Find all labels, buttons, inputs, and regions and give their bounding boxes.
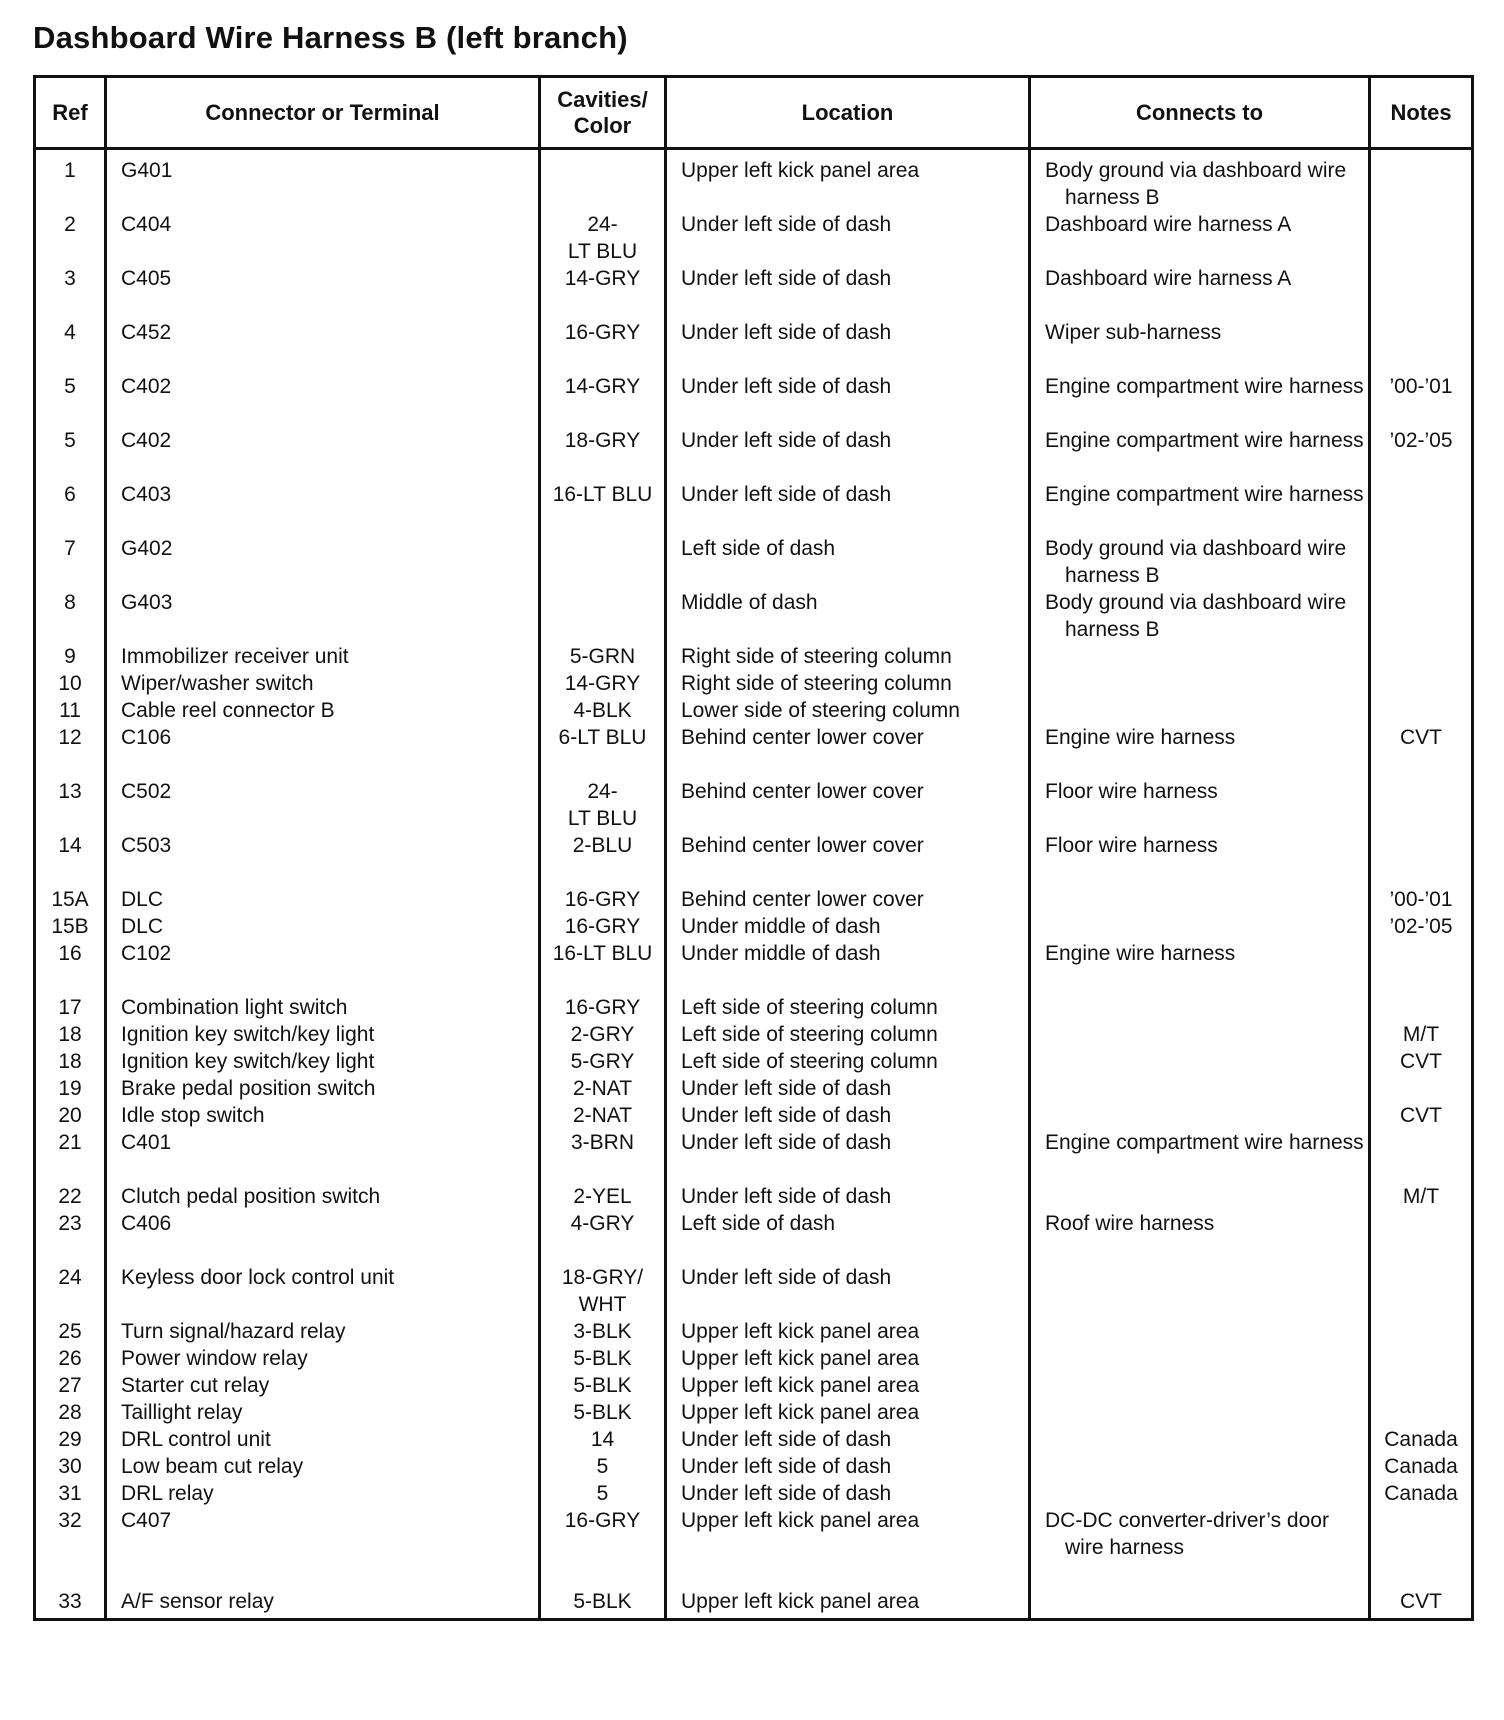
cell-location: Right side of steering column — [666, 643, 1030, 670]
cell-location: Left side of steering column — [666, 1021, 1030, 1048]
cell-connector: DRL control unit — [106, 1426, 540, 1453]
cell-location: Upper left kick panel area — [666, 1588, 1030, 1620]
cell-connects-to — [1030, 1075, 1370, 1102]
cell-connects-to — [1030, 724, 1370, 778]
cell-connects-to — [1030, 265, 1370, 319]
cell-location: Under left side of dash — [666, 1426, 1030, 1453]
cell-ref: 5 — [35, 373, 106, 427]
cell-cavities-color: 5-BLK — [540, 1588, 666, 1620]
cell-cavities-color: 4-BLK — [540, 697, 666, 724]
table-row — [35, 589, 1473, 643]
cell-location: Under left side of dash — [666, 1102, 1030, 1129]
cell-location: Under left side of dash — [666, 211, 1030, 265]
cell-connects-to — [1030, 1021, 1370, 1048]
cell-connector: C405 — [106, 265, 540, 319]
connects-to-text: Dashboard wire harness A — [1045, 267, 1292, 290]
cell-ref: 8 — [35, 589, 106, 643]
cell-ref: 3 — [35, 265, 106, 319]
table-row — [35, 697, 1473, 724]
cell-connector: Combination light switch — [106, 994, 540, 1021]
cell-connects-to — [1030, 697, 1370, 724]
connects-to-text: Engine compartment wire harness — [1045, 1131, 1364, 1154]
cell-cavities-color: 5-BLK — [540, 1372, 666, 1399]
cell-notes — [1370, 832, 1473, 886]
cell-connector: A/F sensor relay — [106, 1588, 540, 1620]
cell-location: Upper left kick panel area — [666, 1507, 1030, 1588]
connects-to-text: Body ground via dashboard wire harness B — [1045, 159, 1347, 209]
cell-notes: Canada — [1370, 1426, 1473, 1453]
cell-connects-to — [1030, 670, 1370, 697]
cell-cavities-color: 2-NAT — [540, 1075, 666, 1102]
connects-to-text: Floor wire harness — [1045, 834, 1218, 857]
table-row — [35, 1507, 1473, 1588]
connects-to-text: Engine compartment wire harness — [1045, 429, 1364, 452]
cell-location: Under left side of dash — [666, 1183, 1030, 1210]
cell-cavities-color: 5-GRN — [540, 643, 666, 670]
cell-ref: 11 — [35, 697, 106, 724]
cell-location: Under left side of dash — [666, 427, 1030, 481]
cell-cavities-color: 2-NAT — [540, 1102, 666, 1129]
cell-connector: G401 — [106, 149, 540, 212]
cell-connects-to — [1030, 1345, 1370, 1372]
cell-ref: 18 — [35, 1021, 106, 1048]
table-row — [35, 1183, 1473, 1210]
cell-ref: 33 — [35, 1588, 106, 1620]
cell-connector: Idle stop switch — [106, 1102, 540, 1129]
cell-ref: 21 — [35, 1129, 106, 1183]
connects-to-text: Engine compartment wire harness — [1045, 483, 1364, 506]
cell-location: Left side of steering column — [666, 1048, 1030, 1075]
connects-to-text: Engine wire harness — [1045, 942, 1236, 965]
table-row — [35, 319, 1473, 373]
cell-connector: C403 — [106, 481, 540, 535]
cell-connector: C102 — [106, 940, 540, 994]
table-row — [35, 1480, 1473, 1507]
cell-ref: 19 — [35, 1075, 106, 1102]
table-row — [35, 1021, 1473, 1048]
cell-cavities-color — [540, 149, 666, 212]
cell-connects-to — [1030, 1048, 1370, 1075]
header-cavities-color — [540, 77, 666, 149]
cell-ref: 4 — [35, 319, 106, 373]
cell-connector: Brake pedal position switch — [106, 1075, 540, 1102]
cell-ref: 25 — [35, 1318, 106, 1345]
cell-location: Lower side of steering column — [666, 697, 1030, 724]
cell-connects-to — [1030, 481, 1370, 535]
cell-cavities-color: 14-GRY — [540, 373, 666, 427]
cell-connector: C452 — [106, 319, 540, 373]
table-row — [35, 913, 1473, 940]
cell-notes — [1370, 1399, 1473, 1426]
cell-connector: C503 — [106, 832, 540, 886]
header-row — [35, 77, 1473, 149]
cell-cavities-color: 24- LT BLU — [540, 778, 666, 832]
cell-connector: C407 — [106, 1507, 540, 1588]
cell-cavities-color: 5 — [540, 1453, 666, 1480]
cell-ref: 13 — [35, 778, 106, 832]
cell-notes — [1370, 1318, 1473, 1345]
cell-cavities-color: 14 — [540, 1426, 666, 1453]
cell-ref: 26 — [35, 1345, 106, 1372]
cell-connects-to — [1030, 589, 1370, 643]
table-row — [35, 265, 1473, 319]
cell-ref: 31 — [35, 1480, 106, 1507]
cell-connects-to — [1030, 1507, 1370, 1588]
cell-connects-to — [1030, 913, 1370, 940]
cell-ref: 12 — [35, 724, 106, 778]
table-row — [35, 1399, 1473, 1426]
cell-connects-to — [1030, 1426, 1370, 1453]
cell-connects-to — [1030, 1372, 1370, 1399]
cell-cavities-color — [540, 589, 666, 643]
cell-cavities-color: 5-BLK — [540, 1345, 666, 1372]
cell-ref: 18 — [35, 1048, 106, 1075]
cell-ref: 7 — [35, 535, 106, 589]
cell-notes — [1370, 1507, 1473, 1588]
cell-ref: 17 — [35, 994, 106, 1021]
cell-connector: C402 — [106, 373, 540, 427]
cell-notes — [1370, 778, 1473, 832]
cell-notes: ’02-’05 — [1370, 913, 1473, 940]
table-row — [35, 1345, 1473, 1372]
cell-location: Upper left kick panel area — [666, 1372, 1030, 1399]
cell-ref: 16 — [35, 940, 106, 994]
header-location: Location — [666, 77, 1030, 149]
table-row — [35, 211, 1473, 265]
cell-connects-to — [1030, 1210, 1370, 1264]
connects-to-text: Dashboard wire harness A — [1045, 213, 1292, 236]
table-row — [35, 724, 1473, 778]
cell-location: Left side of dash — [666, 1210, 1030, 1264]
cell-ref: 20 — [35, 1102, 106, 1129]
cell-cavities-color: 16-GRY — [540, 319, 666, 373]
cell-location: Under left side of dash — [666, 1129, 1030, 1183]
table-row — [35, 481, 1473, 535]
cell-connector: Low beam cut relay — [106, 1453, 540, 1480]
cell-cavities-color: 2-BLU — [540, 832, 666, 886]
table-row — [35, 670, 1473, 697]
cell-cavities-color: 5-GRY — [540, 1048, 666, 1075]
cell-connects-to — [1030, 1264, 1370, 1318]
cell-connects-to — [1030, 1102, 1370, 1129]
connects-to-text: Engine wire harness — [1045, 726, 1236, 749]
cell-connects-to — [1030, 427, 1370, 481]
connects-to-text: Roof wire harness — [1045, 1212, 1215, 1235]
cell-cavities-color — [540, 535, 666, 589]
cell-connector: C404 — [106, 211, 540, 265]
cell-connector: G402 — [106, 535, 540, 589]
cell-location: Behind center lower cover — [666, 778, 1030, 832]
cell-connects-to — [1030, 940, 1370, 994]
cell-cavities-color: 14-GRY — [540, 265, 666, 319]
cell-location: Under left side of dash — [666, 1264, 1030, 1318]
cell-ref: 29 — [35, 1426, 106, 1453]
cell-cavities-color: 18-GRY — [540, 427, 666, 481]
cell-connector: C406 — [106, 1210, 540, 1264]
cell-ref: 30 — [35, 1453, 106, 1480]
cell-connector: Wiper/washer switch — [106, 670, 540, 697]
cell-connects-to — [1030, 1453, 1370, 1480]
cell-ref: 22 — [35, 1183, 106, 1210]
cell-ref: 32 — [35, 1507, 106, 1588]
cell-location: Under left side of dash — [666, 1075, 1030, 1102]
cell-location: Behind center lower cover — [666, 832, 1030, 886]
connects-to-text: DC-DC converter-driver’s door wire harness — [1045, 1509, 1329, 1559]
cell-connector: Cable reel connector B — [106, 697, 540, 724]
table-row — [35, 1426, 1473, 1453]
cell-ref: 15A — [35, 886, 106, 913]
connects-to-text: Engine compartment wire harness — [1045, 375, 1364, 398]
cell-location: Under left side of dash — [666, 1480, 1030, 1507]
cell-ref: 23 — [35, 1210, 106, 1264]
connects-to-text: Body ground via dashboard wire harness B — [1045, 591, 1347, 641]
cell-ref: 2 — [35, 211, 106, 265]
cell-notes: Canada — [1370, 1480, 1473, 1507]
cell-notes — [1370, 1345, 1473, 1372]
connects-to-text: Body ground via dashboard wire harness B — [1045, 537, 1347, 587]
cell-connector: C502 — [106, 778, 540, 832]
cell-connects-to — [1030, 1318, 1370, 1345]
cell-ref: 6 — [35, 481, 106, 535]
table-row — [35, 994, 1473, 1021]
cell-location: Under left side of dash — [666, 265, 1030, 319]
cell-notes — [1370, 149, 1473, 212]
cell-connector: Ignition key switch/key light — [106, 1048, 540, 1075]
cell-location: Under left side of dash — [666, 1453, 1030, 1480]
cell-notes — [1370, 940, 1473, 994]
cell-ref: 10 — [35, 670, 106, 697]
cell-notes: ’02-’05 — [1370, 427, 1473, 481]
table-row — [35, 535, 1473, 589]
cell-cavities-color: 18-GRY/ WHT — [540, 1264, 666, 1318]
header-ref: Ref — [35, 77, 106, 149]
cell-notes — [1370, 1075, 1473, 1102]
cell-cavities-color: 5-BLK — [540, 1399, 666, 1426]
cell-location: Behind center lower cover — [666, 886, 1030, 913]
cell-notes: M/T — [1370, 1183, 1473, 1210]
cell-connects-to — [1030, 1480, 1370, 1507]
cell-notes — [1370, 1264, 1473, 1318]
cell-location: Upper left kick panel area — [666, 1399, 1030, 1426]
cell-notes — [1370, 1129, 1473, 1183]
cell-location: Upper left kick panel area — [666, 1345, 1030, 1372]
cell-location: Under left side of dash — [666, 373, 1030, 427]
cell-location: Middle of dash — [666, 589, 1030, 643]
table-row — [35, 778, 1473, 832]
cell-connects-to — [1030, 373, 1370, 427]
cell-connector: C106 — [106, 724, 540, 778]
cell-notes — [1370, 670, 1473, 697]
cell-connects-to — [1030, 1588, 1370, 1620]
cell-connector: C402 — [106, 427, 540, 481]
cell-connector: DLC — [106, 886, 540, 913]
table-row — [35, 832, 1473, 886]
cell-connects-to — [1030, 1399, 1370, 1426]
cell-cavities-color: 3-BRN — [540, 1129, 666, 1183]
table-body — [35, 149, 1473, 1620]
cell-notes — [1370, 697, 1473, 724]
table-row — [35, 1129, 1473, 1183]
cell-connects-to — [1030, 1183, 1370, 1210]
cell-notes — [1370, 994, 1473, 1021]
cell-cavities-color: 2-GRY — [540, 1021, 666, 1048]
cell-connects-to — [1030, 1129, 1370, 1183]
cell-notes: CVT — [1370, 1588, 1473, 1620]
cell-connector: Immobilizer receiver unit — [106, 643, 540, 670]
cell-notes — [1370, 589, 1473, 643]
cell-connector: DLC — [106, 913, 540, 940]
table-header — [35, 77, 1473, 149]
cell-notes — [1370, 265, 1473, 319]
cell-cavities-color: 16-GRY — [540, 886, 666, 913]
cell-connects-to — [1030, 886, 1370, 913]
cell-location: Under left side of dash — [666, 481, 1030, 535]
cell-notes — [1370, 1372, 1473, 1399]
cell-notes — [1370, 481, 1473, 535]
cell-ref: 5 — [35, 427, 106, 481]
connects-to-text: Wiper sub-harness — [1045, 321, 1222, 344]
table-row — [35, 1588, 1473, 1620]
cell-connects-to — [1030, 319, 1370, 373]
cell-ref: 9 — [35, 643, 106, 670]
cell-notes: CVT — [1370, 724, 1473, 778]
table-row — [35, 1264, 1473, 1318]
cell-notes: ’00-’01 — [1370, 886, 1473, 913]
harness-table — [33, 75, 1474, 1621]
cell-ref: 28 — [35, 1399, 106, 1426]
cell-connector: Power window relay — [106, 1345, 540, 1372]
cell-notes: M/T — [1370, 1021, 1473, 1048]
cell-location: Under middle of dash — [666, 940, 1030, 994]
cell-ref: 24 — [35, 1264, 106, 1318]
cell-notes: CVT — [1370, 1048, 1473, 1075]
table-row — [35, 427, 1473, 481]
cell-connector: Keyless door lock control unit — [106, 1264, 540, 1318]
cell-cavities-color: 5 — [540, 1480, 666, 1507]
table-row — [35, 1453, 1473, 1480]
cell-cavities-color: 2-YEL — [540, 1183, 666, 1210]
cell-location: Under middle of dash — [666, 913, 1030, 940]
cell-location: Right side of steering column — [666, 670, 1030, 697]
cell-connector: Clutch pedal position switch — [106, 1183, 540, 1210]
header-connector: Connector or Terminal — [106, 77, 540, 149]
table-row — [35, 149, 1473, 212]
cell-notes — [1370, 1210, 1473, 1264]
cell-cavities-color: 4-GRY — [540, 1210, 666, 1264]
header-cavities-line2: Color — [573, 112, 632, 138]
table-row — [35, 1372, 1473, 1399]
cell-connects-to — [1030, 994, 1370, 1021]
cell-location: Left side of steering column — [666, 994, 1030, 1021]
cell-location: Left side of dash — [666, 535, 1030, 589]
cell-location: Under left side of dash — [666, 319, 1030, 373]
cell-location: Upper left kick panel area — [666, 149, 1030, 212]
table-row — [35, 1102, 1473, 1129]
cell-cavities-color: 16-GRY — [540, 913, 666, 940]
cell-connector: Turn signal/hazard relay — [106, 1318, 540, 1345]
cell-notes: Canada — [1370, 1453, 1473, 1480]
cell-connects-to — [1030, 832, 1370, 886]
cell-connector: Starter cut relay — [106, 1372, 540, 1399]
table-row — [35, 940, 1473, 994]
table-row — [35, 1318, 1473, 1345]
table-row — [35, 1210, 1473, 1264]
cell-ref: 27 — [35, 1372, 106, 1399]
table-row — [35, 643, 1473, 670]
cell-cavities-color: 16-LT BLU — [540, 940, 666, 994]
header-notes: Notes — [1370, 77, 1473, 149]
connects-to-text: Floor wire harness — [1045, 780, 1218, 803]
cell-ref: 15B — [35, 913, 106, 940]
cell-connects-to — [1030, 643, 1370, 670]
cell-cavities-color: 24- LT BLU — [540, 211, 666, 265]
cell-cavities-color: 14-GRY — [540, 670, 666, 697]
cell-connects-to — [1030, 149, 1370, 212]
cell-connects-to — [1030, 211, 1370, 265]
cell-notes — [1370, 643, 1473, 670]
cell-connector: DRL relay — [106, 1480, 540, 1507]
page-title: Dashboard Wire Harness B (left branch) — [33, 20, 628, 55]
cell-notes — [1370, 319, 1473, 373]
cell-cavities-color: 6-LT BLU — [540, 724, 666, 778]
cell-connector: Taillight relay — [106, 1399, 540, 1426]
header-connects-to: Connects to — [1030, 77, 1370, 149]
cell-notes — [1370, 535, 1473, 589]
table-row — [35, 1075, 1473, 1102]
cell-connector: G403 — [106, 589, 540, 643]
cell-connects-to — [1030, 778, 1370, 832]
cell-location: Behind center lower cover — [666, 724, 1030, 778]
header-cavities-line1: Cavities/ — [557, 86, 648, 112]
cell-location: Upper left kick panel area — [666, 1318, 1030, 1345]
cell-cavities-color: 3-BLK — [540, 1318, 666, 1345]
cell-cavities-color: 16-LT BLU — [540, 481, 666, 535]
cell-ref: 1 — [35, 149, 106, 212]
cell-ref: 14 — [35, 832, 106, 886]
cell-notes — [1370, 211, 1473, 265]
table-row — [35, 1048, 1473, 1075]
table-row — [35, 373, 1473, 427]
cell-cavities-color: 16-GRY — [540, 1507, 666, 1588]
cell-notes: ’00-’01 — [1370, 373, 1473, 427]
cell-connector: C401 — [106, 1129, 540, 1183]
table-row — [35, 886, 1473, 913]
cell-connector: Ignition key switch/key light — [106, 1021, 540, 1048]
cell-connects-to — [1030, 535, 1370, 589]
cell-notes: CVT — [1370, 1102, 1473, 1129]
cell-cavities-color: 16-GRY — [540, 994, 666, 1021]
